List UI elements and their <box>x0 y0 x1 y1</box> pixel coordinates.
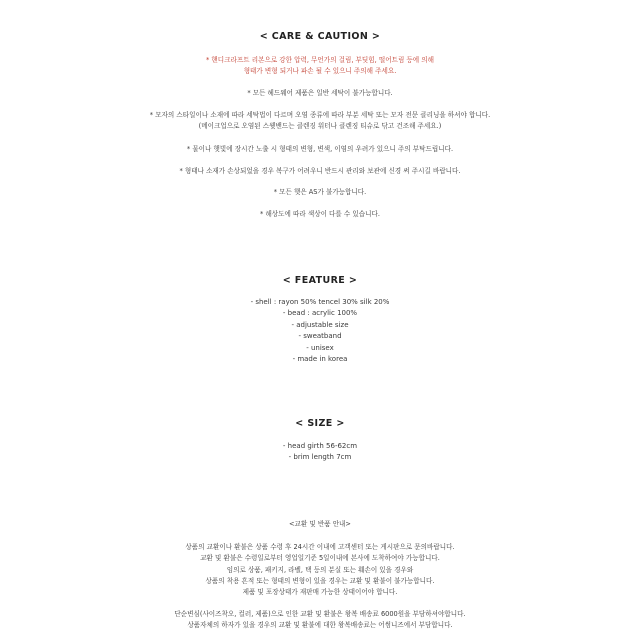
care-note: * 모든 헤드웨어 제품은 일반 세탁이 불가능합니다. <box>247 89 393 97</box>
care-note: * 물이나 햇빛에 장시간 노출 시 형태의 변형, 변색, 이염의 우려가 있으니 주의 부탁드립니다. <box>186 145 454 153</box>
care-note: (메이크업으로 오염된 스웻밴드는 클렌징 워터나 클렌징 티슈로 닦고 건조해 주세요.) <box>198 122 442 130</box>
size-item: - brim length 7cm <box>288 453 352 461</box>
care-caution-heading: < CARE & CAUTION > <box>259 31 381 42</box>
exchange-line: 제품 및 포장상태가 재판매 가능한 상태이어야 합니다. <box>242 588 398 596</box>
care-note: * 모든 햇은 AS가 불가능합니다. <box>273 188 367 196</box>
feature-item: - shell : rayon 50% tencel 30% silk 20% <box>250 298 390 306</box>
exchange-fee-line: 단순변심(사이즈착오, 컬러, 제품)으로 인한 교환 및 환불은 왕복 배송료 6000원을 부담하셔야합니다. <box>174 610 466 618</box>
feature-item: - sweatband <box>298 332 342 340</box>
size-item: - head girth 56-62cm <box>282 442 358 450</box>
care-note: * 형태나 소재가 손상되었을 경우 복구가 어려우니 반드시 관리와 보관에 신경 써 주시길 바랍니다. <box>179 167 461 175</box>
care-note: * 해상도에 따라 색상이 다를 수 있습니다. <box>260 210 380 218</box>
exchange-line: 상품의 착용 흔적 또는 형태의 변형이 있을 경우는 교환 및 환불이 불가능합니다. <box>205 577 435 585</box>
exchange-heading: <교환 및 반품 안내> <box>289 520 351 528</box>
care-warning-line: 형태가 변형 되거나 파손 될 수 있으니 주의해 주세요. <box>243 67 397 75</box>
exchange-line: 임의로 상품, 패키지, 라벨, 택 등의 분실 또는 훼손이 있을 경우와 <box>226 566 414 574</box>
feature-heading: < FEATURE > <box>282 275 358 286</box>
feature-item: - adjustable size <box>291 321 349 329</box>
feature-item: - bead : acrylic 100% <box>282 309 358 317</box>
feature-item: - made in korea <box>292 355 348 363</box>
exchange-line: 교환 및 환불은 수령일로부터 영업일기준 5일이내에 본사에 도착하여야 가능합니다. <box>200 554 440 562</box>
care-warning-line: * 핸디크라프트 리본으로 강한 압력, 무언가의 걸림, 부딪힘, 떨어트림 등에 의해 <box>206 56 434 64</box>
care-note: * 모자의 스타일이나 소재에 따라 세탁법이 다르며 오염 종류에 따라 부분 세탁 또는 모자 전문 클리닝을 하셔야 합니다. <box>149 111 491 119</box>
exchange-line: 상품의 교환이나 환불은 상품 수령 후 24시간 이내에 고객센터 또는 게시판으로 문의바랍니다. <box>185 543 455 551</box>
size-heading: < SIZE > <box>295 418 345 429</box>
exchange-fee-line: 상품자체의 하자가 있을 경우의 교환 및 환불에 대한 왕복배송료는 어썸니즈에서 부담합니다. <box>187 621 453 629</box>
feature-item: - unisex <box>306 344 334 352</box>
